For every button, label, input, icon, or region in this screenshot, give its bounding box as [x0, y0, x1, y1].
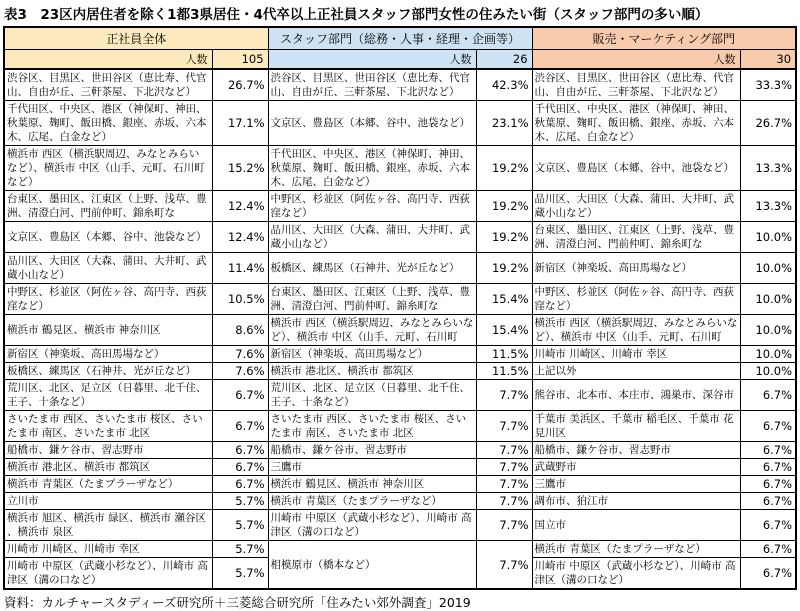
area-cell-sales: 品川区、大田区（大森、蒲田、大井町、武蔵小山など）: [532, 191, 740, 222]
percent-cell-staff: 7.7%: [476, 411, 532, 442]
percent-cell-staff: 11.5%: [476, 346, 532, 363]
percent-cell-sales: 33.3%: [740, 69, 796, 101]
area-cell-sales: 武蔵野市: [532, 459, 740, 476]
percent-cell-staff: 7.7%: [476, 459, 532, 476]
percent-cell-fulltime: 5.7%: [212, 558, 268, 590]
percent-cell-fulltime: 5.7%: [212, 493, 268, 510]
percent-cell-sales: 6.7%: [740, 380, 796, 411]
percent-cell-fulltime: 6.7%: [212, 459, 268, 476]
area-cell-staff: 川崎市 中原区（武蔵小杉など）、川崎市 高津区（溝の口など）: [268, 510, 476, 541]
area-cell-fulltime: 新宿区（神楽坂、高田馬場など）: [4, 346, 212, 363]
percent-cell-sales: 6.7%: [740, 510, 796, 541]
group-header-staff: スタッフ部門（総務・人事・経理・企画等）: [268, 27, 532, 50]
area-cell-staff: 渋谷区、目黒区、世田谷区（恵比寿、代官山、自由が丘、三軒茶屋、下北沢など）: [268, 69, 476, 101]
table-row: [4, 284, 796, 315]
table-row: [4, 101, 796, 146]
area-cell-staff: 台東区、墨田区、江東区（上野、浅草、豊洲、清澄白河、門前仲町、錦糸町な: [268, 284, 476, 315]
area-cell-fulltime: 横浜市 西区（横浜駅周辺、みなとみらいなど）、横浜市 中区（山手、元町、石川町など）: [4, 146, 212, 191]
area-cell-sales: 千代田区、中央区、港区（神保町、神田、秋葉原、麹町、飯田橋、銀座、赤坂、六本木、広尾、白金など）: [532, 101, 740, 146]
percent-cell-fulltime: 6.7%: [212, 476, 268, 493]
area-cell-sales: 中野区、杉並区（阿佐ヶ谷、高円寺、西荻窪など）: [532, 284, 740, 315]
area-cell-sales: 船橋市、鎌ケ谷市、習志野市: [532, 442, 740, 459]
group-header-fulltime: 正社員全体: [4, 27, 268, 50]
count-row: [4, 50, 796, 70]
percent-cell-staff: 11.5%: [476, 363, 532, 380]
area-cell-staff: 横浜市 青葉区（たまプラーザなど）: [268, 493, 476, 510]
area-cell-sales: 横浜市 西区（横浜駅周辺、みなとみらいなど）、横浜市 中区（山手、元町、石川町: [532, 315, 740, 346]
percent-cell-fulltime: 15.2%: [212, 146, 268, 191]
percent-cell-sales: 6.7%: [740, 493, 796, 510]
table-row: [4, 380, 796, 411]
area-cell-staff: 横浜市 西区（横浜駅周辺、みなとみらいなど）、横浜市 中区（山手、元町、石川町: [268, 315, 476, 346]
percent-cell-sales: 10.0%: [740, 315, 796, 346]
percent-cell-staff: 7.7%: [476, 541, 532, 590]
percent-cell-staff: 19.2%: [476, 191, 532, 222]
percent-cell-staff: 7.7%: [476, 476, 532, 493]
table-row: [4, 253, 796, 284]
area-cell-sales: 新宿区（神楽坂、高田馬場など）: [532, 253, 740, 284]
area-cell-fulltime: 渋谷区、目黒区、世田谷区（恵比寿、代官山、自由が丘、三軒茶屋、下北沢など）: [4, 69, 212, 101]
area-cell-fulltime: 品川区、大田区（大森、蒲田、大井町、武蔵小山など）: [4, 253, 212, 284]
percent-cell-fulltime: 6.7%: [212, 442, 268, 459]
percent-cell-sales: 10.0%: [740, 363, 796, 380]
source-note: 資料：カルチャースタディーズ研究所＋三菱総合研究所「住みたい郊外調査」2019: [4, 595, 471, 610]
count-value-staff: 26: [476, 50, 532, 70]
area-cell-sales: 三鷹市: [532, 476, 740, 493]
percent-cell-sales: 26.7%: [740, 101, 796, 146]
percent-cell-sales: 10.0%: [740, 253, 796, 284]
percent-cell-staff: 15.4%: [476, 284, 532, 315]
area-cell-sales: 川崎市 中原区（武蔵小杉など）、川崎市 高津区（溝の口など）: [532, 558, 740, 590]
percent-cell-staff: 15.4%: [476, 315, 532, 346]
area-cell-fulltime: 横浜市 港北区、横浜市 都筑区: [4, 459, 212, 476]
area-cell-fulltime: 横浜市 旭区、横浜市 緑区、横浜市 瀬谷区、横浜市 泉区: [4, 510, 212, 541]
percent-cell-staff: 23.1%: [476, 101, 532, 146]
percent-cell-staff: 19.2%: [476, 253, 532, 284]
percent-cell-sales: 10.0%: [740, 284, 796, 315]
area-cell-fulltime: 川崎市 中原区（武蔵小杉など）、川崎市 高津区（溝の口など）: [4, 558, 212, 590]
group-header-sales: 販売・マーケティング部門: [532, 27, 796, 50]
area-cell-fulltime: 千代田区、中央区、港区（神保町、神田、秋葉原、麹町、飯田橋、銀座、赤坂、六本木、広尾、白金など）: [4, 101, 212, 146]
area-cell-staff: 三鷹市: [268, 459, 476, 476]
count-label-fulltime: 人数: [4, 50, 212, 70]
table-row: [4, 476, 796, 493]
table-row: [4, 510, 796, 541]
table-row: [4, 346, 796, 363]
table-row: [4, 541, 796, 558]
percent-cell-fulltime: 5.7%: [212, 541, 268, 558]
area-cell-fulltime: 荒川区、北区、足立区（日暮里、北千住、王子、十条など）: [4, 380, 212, 411]
area-cell-staff: 横浜市 鶴見区、横浜市 神奈川区: [268, 476, 476, 493]
area-cell-staff: 横浜市 港北区、横浜市 都筑区: [268, 363, 476, 380]
group-header-row: [4, 27, 796, 50]
percent-cell-sales: 6.7%: [740, 541, 796, 558]
count-value-sales: 30: [740, 50, 796, 70]
area-cell-sales: 川崎市 川崎区、川崎市 幸区: [532, 346, 740, 363]
percent-cell-staff: 19.2%: [476, 146, 532, 191]
percent-cell-sales: 6.7%: [740, 411, 796, 442]
area-cell-staff: 荒川区、北区、足立区（日暮里、北千住、王子、十条など）: [268, 380, 476, 411]
table-row: [4, 459, 796, 476]
percent-cell-fulltime: 8.6%: [212, 315, 268, 346]
area-cell-staff: 中野区、杉並区（阿佐ヶ谷、高円寺、西荻窪など）: [268, 191, 476, 222]
percent-cell-staff: 42.3%: [476, 69, 532, 101]
percent-cell-sales: 10.0%: [740, 346, 796, 363]
percent-cell-staff: 7.7%: [476, 442, 532, 459]
area-cell-staff: 相模原市（橋本など）: [268, 541, 476, 590]
area-cell-fulltime: 立川市: [4, 493, 212, 510]
area-cell-fulltime: さいたま市 西区、さいたま市 桜区、さいたま市 南区、さいたま市 北区: [4, 411, 212, 442]
area-cell-fulltime: 台東区、墨田区、江東区（上野、浅草、豊洲、清澄白河、門前仲町、錦糸町な: [4, 191, 212, 222]
area-cell-sales: 熊谷市、北本市、本庄市、鴻巣市、深谷市: [532, 380, 740, 411]
area-cell-sales: 台東区、墨田区、江東区（上野、浅草、豊洲、清澄白河、門前仲町、錦糸町な: [532, 222, 740, 253]
table-row: [4, 363, 796, 380]
area-cell-sales: 千葉市 美浜区、千葉市 稲毛区、千葉市 花見川区: [532, 411, 740, 442]
table-row: [4, 69, 796, 101]
area-cell-staff: 文京区、豊島区（本郷、谷中、池袋など）: [268, 101, 476, 146]
area-cell-sales: 横浜市 青葉区（たまプラーザなど）: [532, 541, 740, 558]
count-value-fulltime: 105: [212, 50, 268, 70]
area-cell-staff: さいたま市 西区、さいたま市 桜区、さいたま市 南区、さいたま市 北区: [268, 411, 476, 442]
percent-cell-fulltime: 12.4%: [212, 191, 268, 222]
percent-cell-staff: 7.7%: [476, 510, 532, 541]
percent-cell-fulltime: 11.4%: [212, 253, 268, 284]
table-row: [4, 442, 796, 459]
percent-cell-fulltime: 7.6%: [212, 363, 268, 380]
table-title: 表3 23区内居住者を除く1都3県居住・4代卒以上正社員スタッフ部門女性の住みたい街（スタッフ部門の多い順）: [4, 7, 709, 23]
percent-cell-fulltime: 7.6%: [212, 346, 268, 363]
percent-cell-fulltime: 5.7%: [212, 510, 268, 541]
area-cell-sales: 調布市、狛江市: [532, 493, 740, 510]
area-cell-sales: 上記以外: [532, 363, 740, 380]
percent-cell-sales: 6.7%: [740, 459, 796, 476]
area-cell-fulltime: 文京区、豊島区（本郷、谷中、池袋など）: [4, 222, 212, 253]
area-cell-sales: 国立市: [532, 510, 740, 541]
count-label-staff: 人数: [268, 50, 476, 70]
area-cell-staff: 千代田区、中央区、港区（神保町、神田、秋葉原、麹町、飯田橋、銀座、赤坂、六本木、広尾、白金など）: [268, 146, 476, 191]
percent-cell-sales: 13.3%: [740, 191, 796, 222]
area-cell-sales: 渋谷区、目黒区、世田谷区（恵比寿、代官山、自由が丘、三軒茶屋、下北沢など）: [532, 69, 740, 101]
percent-cell-sales: 6.7%: [740, 442, 796, 459]
percent-cell-sales: 13.3%: [740, 146, 796, 191]
area-cell-fulltime: 船橋市、鎌ケ谷市、習志野市: [4, 442, 212, 459]
area-cell-staff: 品川区、大田区（大森、蒲田、大井町、武蔵小山など）: [268, 222, 476, 253]
area-cell-fulltime: 中野区、杉並区（阿佐ヶ谷、高円寺、西荻窪など）: [4, 284, 212, 315]
area-cell-staff: 船橋市、鎌ケ谷市、習志野市: [268, 442, 476, 459]
table-row: [4, 411, 796, 442]
percent-cell-fulltime: 12.4%: [212, 222, 268, 253]
table-row: [4, 191, 796, 222]
area-cell-sales: 文京区、豊島区（本郷、谷中、池袋など）: [532, 146, 740, 191]
area-cell-staff: 新宿区（神楽坂、高田馬場など）: [268, 346, 476, 363]
percent-cell-fulltime: 6.7%: [212, 380, 268, 411]
table-row: [4, 493, 796, 510]
table-row: [4, 146, 796, 191]
percent-cell-fulltime: 6.7%: [212, 411, 268, 442]
percent-cell-staff: 7.7%: [476, 493, 532, 510]
count-label-sales: 人数: [532, 50, 740, 70]
percent-cell-sales: 10.0%: [740, 222, 796, 253]
area-cell-fulltime: 板橋区、練馬区（石神井、光が丘など）: [4, 363, 212, 380]
percent-cell-sales: 6.7%: [740, 558, 796, 590]
area-cell-fulltime: 横浜市 鶴見区、横浜市 神奈川区: [4, 315, 212, 346]
percent-cell-staff: 7.7%: [476, 380, 532, 411]
table-row: [4, 315, 796, 346]
area-cell-fulltime: 横浜市 青葉区（たまプラーザなど）: [4, 476, 212, 493]
percent-cell-sales: 6.7%: [740, 476, 796, 493]
ranking-table: [3, 26, 797, 590]
area-cell-staff: 板橋区、練馬区（石神井、光が丘など）: [268, 253, 476, 284]
percent-cell-fulltime: 17.1%: [212, 101, 268, 146]
area-cell-fulltime: 川崎市 川崎区、川崎市 幸区: [4, 541, 212, 558]
percent-cell-fulltime: 10.5%: [212, 284, 268, 315]
percent-cell-fulltime: 26.7%: [212, 69, 268, 101]
table-row: [4, 222, 796, 253]
percent-cell-staff: 19.2%: [476, 222, 532, 253]
